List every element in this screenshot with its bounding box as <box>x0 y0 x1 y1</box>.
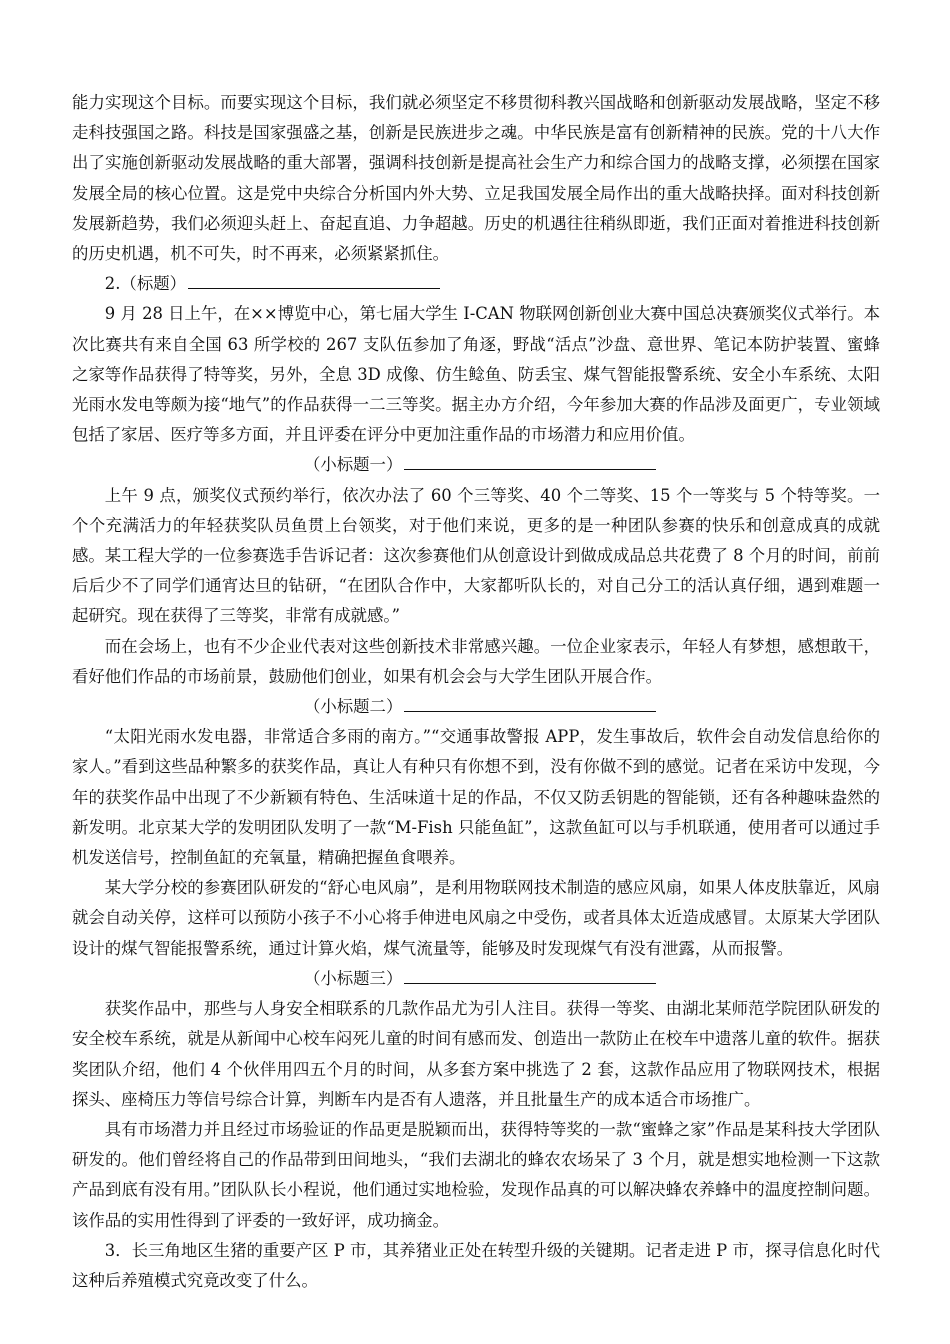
question-2-label: 2.（标题） <box>104 274 186 294</box>
title-answer-blank[interactable] <box>188 270 440 289</box>
subheading-3-label: （小标题三） <box>304 968 403 988</box>
paragraph-section2-a: “太阳光雨水发电器，非常适合多雨的南方。”“交通事故警报 APP，发生事故后，软件会自动发信息给你的家人。”看到这些品种繁多的获奖作品，真让人有种只有你想不到，没有你做不到的感觉。记者在采访中发现，今年的获奖作品中出现了不少新颖有特色、生活味道十足的作品，不仅又防丢钥匙的智能锁，还有各种趣味盎然的新发明。北京某大学的发明团队发明了一款“M-Fish 只能鱼缸”，这款鱼缸可以与手机联通，使用者可以通过手机发送信号，控制鱼缸的充氧量，精确把握鱼食喂养。 <box>72 727 880 868</box>
subheading-2-line <box>72 692 880 722</box>
subheading-3-answer-blank[interactable] <box>404 965 656 984</box>
document-page <box>72 88 880 1296</box>
paragraph-section1-b: 而在会场上，也有不少企业代表对这些创新技术非常感兴趣。一位企业家表示，年轻人有梦想，感想敢干，看好他们作品的市场前景，鼓励他们创业，如果有机会会与大学生团队开展合作。 <box>72 636 880 686</box>
subheading-2-label: （小标题二） <box>304 697 403 717</box>
paragraph-lead: 9 月 28 日上午，在××博览中心，第七届大学生 I-CAN 物联网创新创业大赛中国总决赛颁奖仪式举行。本次比赛共有来自全国 63 所学校的 267 支队伍参加了角逐，野战“活点”沙盘、意世界、笔记本防护装置、蜜蜂之家等作品获得了特等奖，另外，全息 3D 成像、仿生鲶鱼、防丢宝、煤气智能报警系统、安全小车系统、太阳光雨水发电等颇为接“地气”的作品获得一二三等奖。据主办方介绍，今年参加大赛的作品涉及面更广，专业领域包括了家居、医疗等多方面，并且评委在评分中更加注重作品的市场潜力和应用价值。 <box>72 304 880 445</box>
paragraph-section2-b: 某大学分校的参赛团队研发的“舒心电风扇”，是利用物联网技术制造的感应风扇，如果人体皮肤靠近，风扇就会自动关停，这样可以预防小孩子不小心将手伸进电风扇之中受伤，或者具体太近造成感冒。太原某大学团队设计的煤气智能报警系统，通过计算火焰，煤气流量等，能够及时发现煤气有没有泄露，从而报警。 <box>72 878 880 958</box>
paragraph-question-3: 3．长三角地区生猪的重要产区 P 市，其养猪业正处在转型升级的关键期。记者走进 P 市，探寻信息化时代这种后养殖模式究竟改变了什么。 <box>72 1240 880 1290</box>
question-2-title-line <box>72 269 880 299</box>
paragraph-section1-a: 上午 9 点，颁奖仪式预约举行，依次办法了 60 个三等奖、40 个二等奖、15 个一等奖与 5 个特等奖。一个个充满活力的年轻获奖队员鱼贯上台领奖，对于他们来说，更多的是一种团队参赛的快乐和创意成真的成就感。某工程大学的一位参赛选手告诉记者：这次参赛他们从创意设计到做成成品总共花费了 8 个月的时间，前前后后少不了同学们通宵达旦的钻研，“在团队合作中，大家都听队长的，对自己分工的活认真仔细，遇到难题一起研究。现在获得了三等奖，非常有成就感。” <box>72 485 880 626</box>
subheading-2-answer-blank[interactable] <box>404 693 656 712</box>
paragraph-intro: 能力实现这个目标。而要实现这个目标，我们就必须坚定不移贯彻科教兴国战略和创新驱动发展战略，坚定不移走科技强国之路。科技是国家强盛之基，创新是民族进步之魂。中华民族是富有创新精神的民族。党的十八大作出了实施创新驱动发展战略的重大部署，强调科技创新是提高社会生产力和综合国力的战略支撑，必须摆在国家发展全局的核心位置。这是党中央综合分析国内外大势、立足我国发展全局作出的重大战略抉择。面对科技创新发展新趋势，我们必须迎头赶上、奋起直追、力争超越。历史的机遇往往稍纵即逝，我们正面对着推进科技创新的历史机遇，机不可失，时不再来，必须紧紧抓住。 <box>72 93 880 264</box>
paragraph-section3-a: 获奖作品中，那些与人身安全相联系的几款作品尤为引人注目。获得一等奖、由湖北某师范学院团队研发的安全校车系统，就是从新闻中心校车闷死儿童的时间有感而发、创造出一款防止在校车中遗落儿童的软件。据获奖团队介绍，他们 4 个伙伴用四五个月的时间，从多套方案中挑选了 2 套，这款作品应用了物联网技术，根据探头、座椅压力等信号综合计算，判断车内是否有人遗落，并且批量生产的成本适合市场推广。 <box>72 999 880 1109</box>
subheading-1-label: （小标题一） <box>304 455 403 475</box>
paragraph-section3-b: 具有市场潜力并且经过市场验证的作品更是脱颖而出，获得特等奖的一款“蜜蜂之家”作品是某科技大学团队研发的。他们曾经将自己的作品带到田间地头，“我们去湖北的蜂农农场呆了 3 个月，就是想实地检测一下这款产品到底有没有用。”团队队长小程说，他们通过实地检验，发现作品真的可以解决蜂农养蜂中的温度控制问题。该作品的实用性得到了评委的一致好评，成功摘金。 <box>72 1119 880 1230</box>
subheading-1-answer-blank[interactable] <box>404 451 656 470</box>
subheading-1-line <box>72 450 880 480</box>
subheading-3-line <box>72 964 880 994</box>
